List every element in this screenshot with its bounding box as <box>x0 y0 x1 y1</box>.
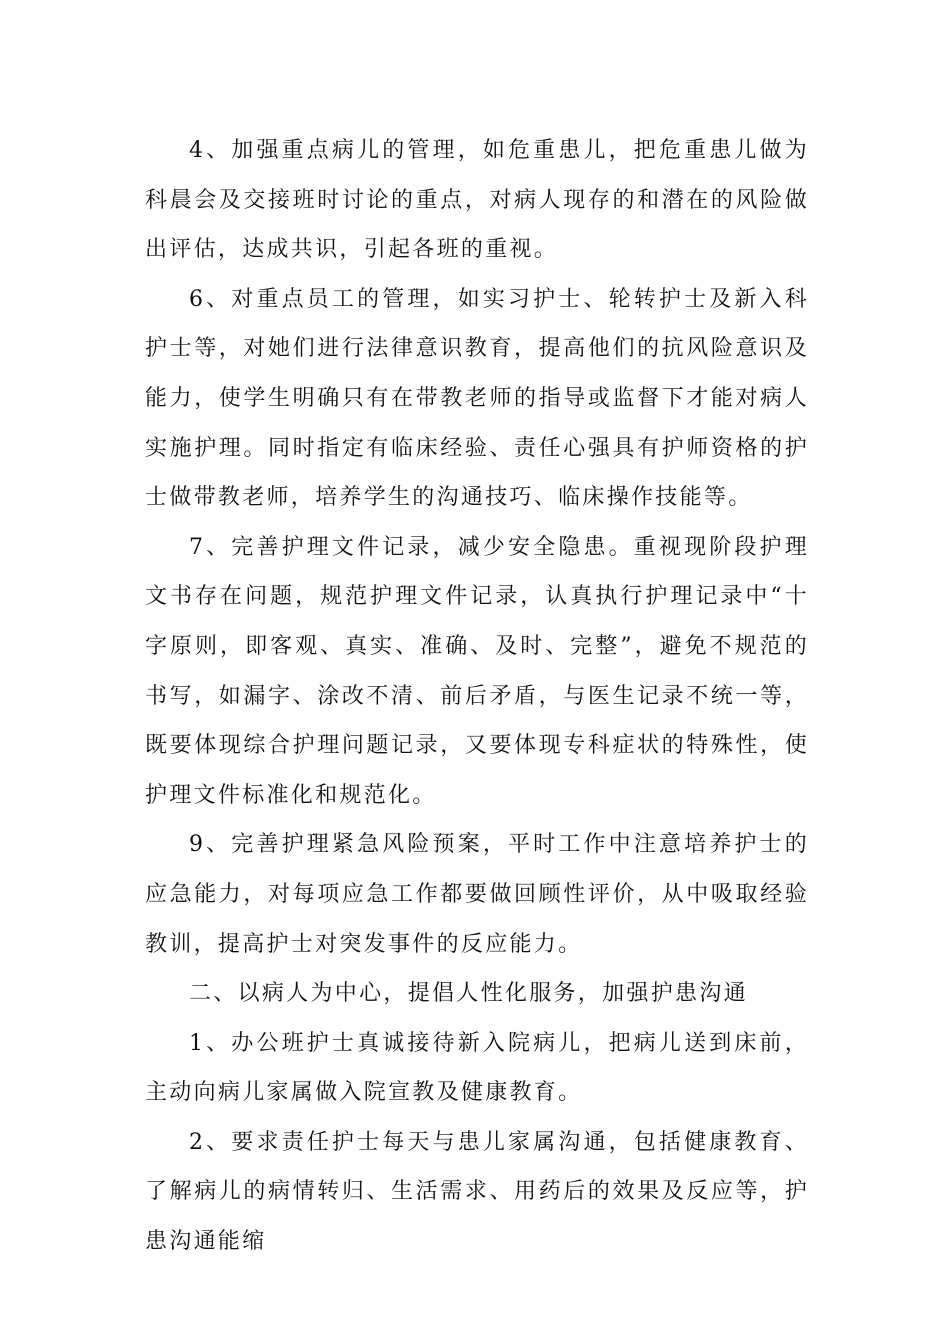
paragraph-item-7: 7、完善护理文件记录，减少安全隐患。重视现阶段护理文书存在问题，规范护理文件记录，认真执行护理记录中“十字原则，即客观、真实、准确、及时、完整”，避免不规范的书写，如漏字、涂改不清、前后矛盾，与医生记录不统一等，既要体现综合护理问题记录，又要体现专科症状的特殊性，使护理文件标准化和规范化。 <box>145 534 809 808</box>
paragraph-item-9: 9、完善护理紧急风险预案，平时工作中注意培养护士的应急能力，对每项应急工作都要做回顾性评价，从中吸取经验教训，提高护士对突发事件的反应能力。 <box>145 832 809 957</box>
paragraph-item-6: 6、对重点员工的管理，如实习护士、轮转护士及新入科护士等，对她们进行法律意识教育，提高他们的抗风险意识及能力，使学生明确只有在带教老师的指导或监督下才能对病人实施护理。同时指定有临床经验、责任心强具有护师资格的护士做带教老师，培养学生的沟通技巧、临床操作技能等。 <box>145 286 809 511</box>
section-heading-2: 二、以病人为中心，提倡人性化服务，加强护患沟通 <box>189 981 748 1007</box>
paragraph-item-1: 1、办公班护士真诚接待新入院病儿，把病儿送到床前，主动向病儿家属做入院宣教及健康教育。 <box>145 1030 809 1106</box>
paragraph-item-4: 4、加强重点病儿的管理，如危重患儿，把危重患儿做为科晨会及交接班时讨论的重点，对病人现存的和潜在的风险做出评估，达成共识，引起各班的重视。 <box>145 138 809 263</box>
paragraph-item-2: 2、要求责任护士每天与患儿家属沟通，包括健康教育、了解病儿的病情转归、生活需求、用药后的效果及反应等，护患沟通能缩 <box>145 1129 809 1255</box>
document-body <box>145 126 809 1267</box>
